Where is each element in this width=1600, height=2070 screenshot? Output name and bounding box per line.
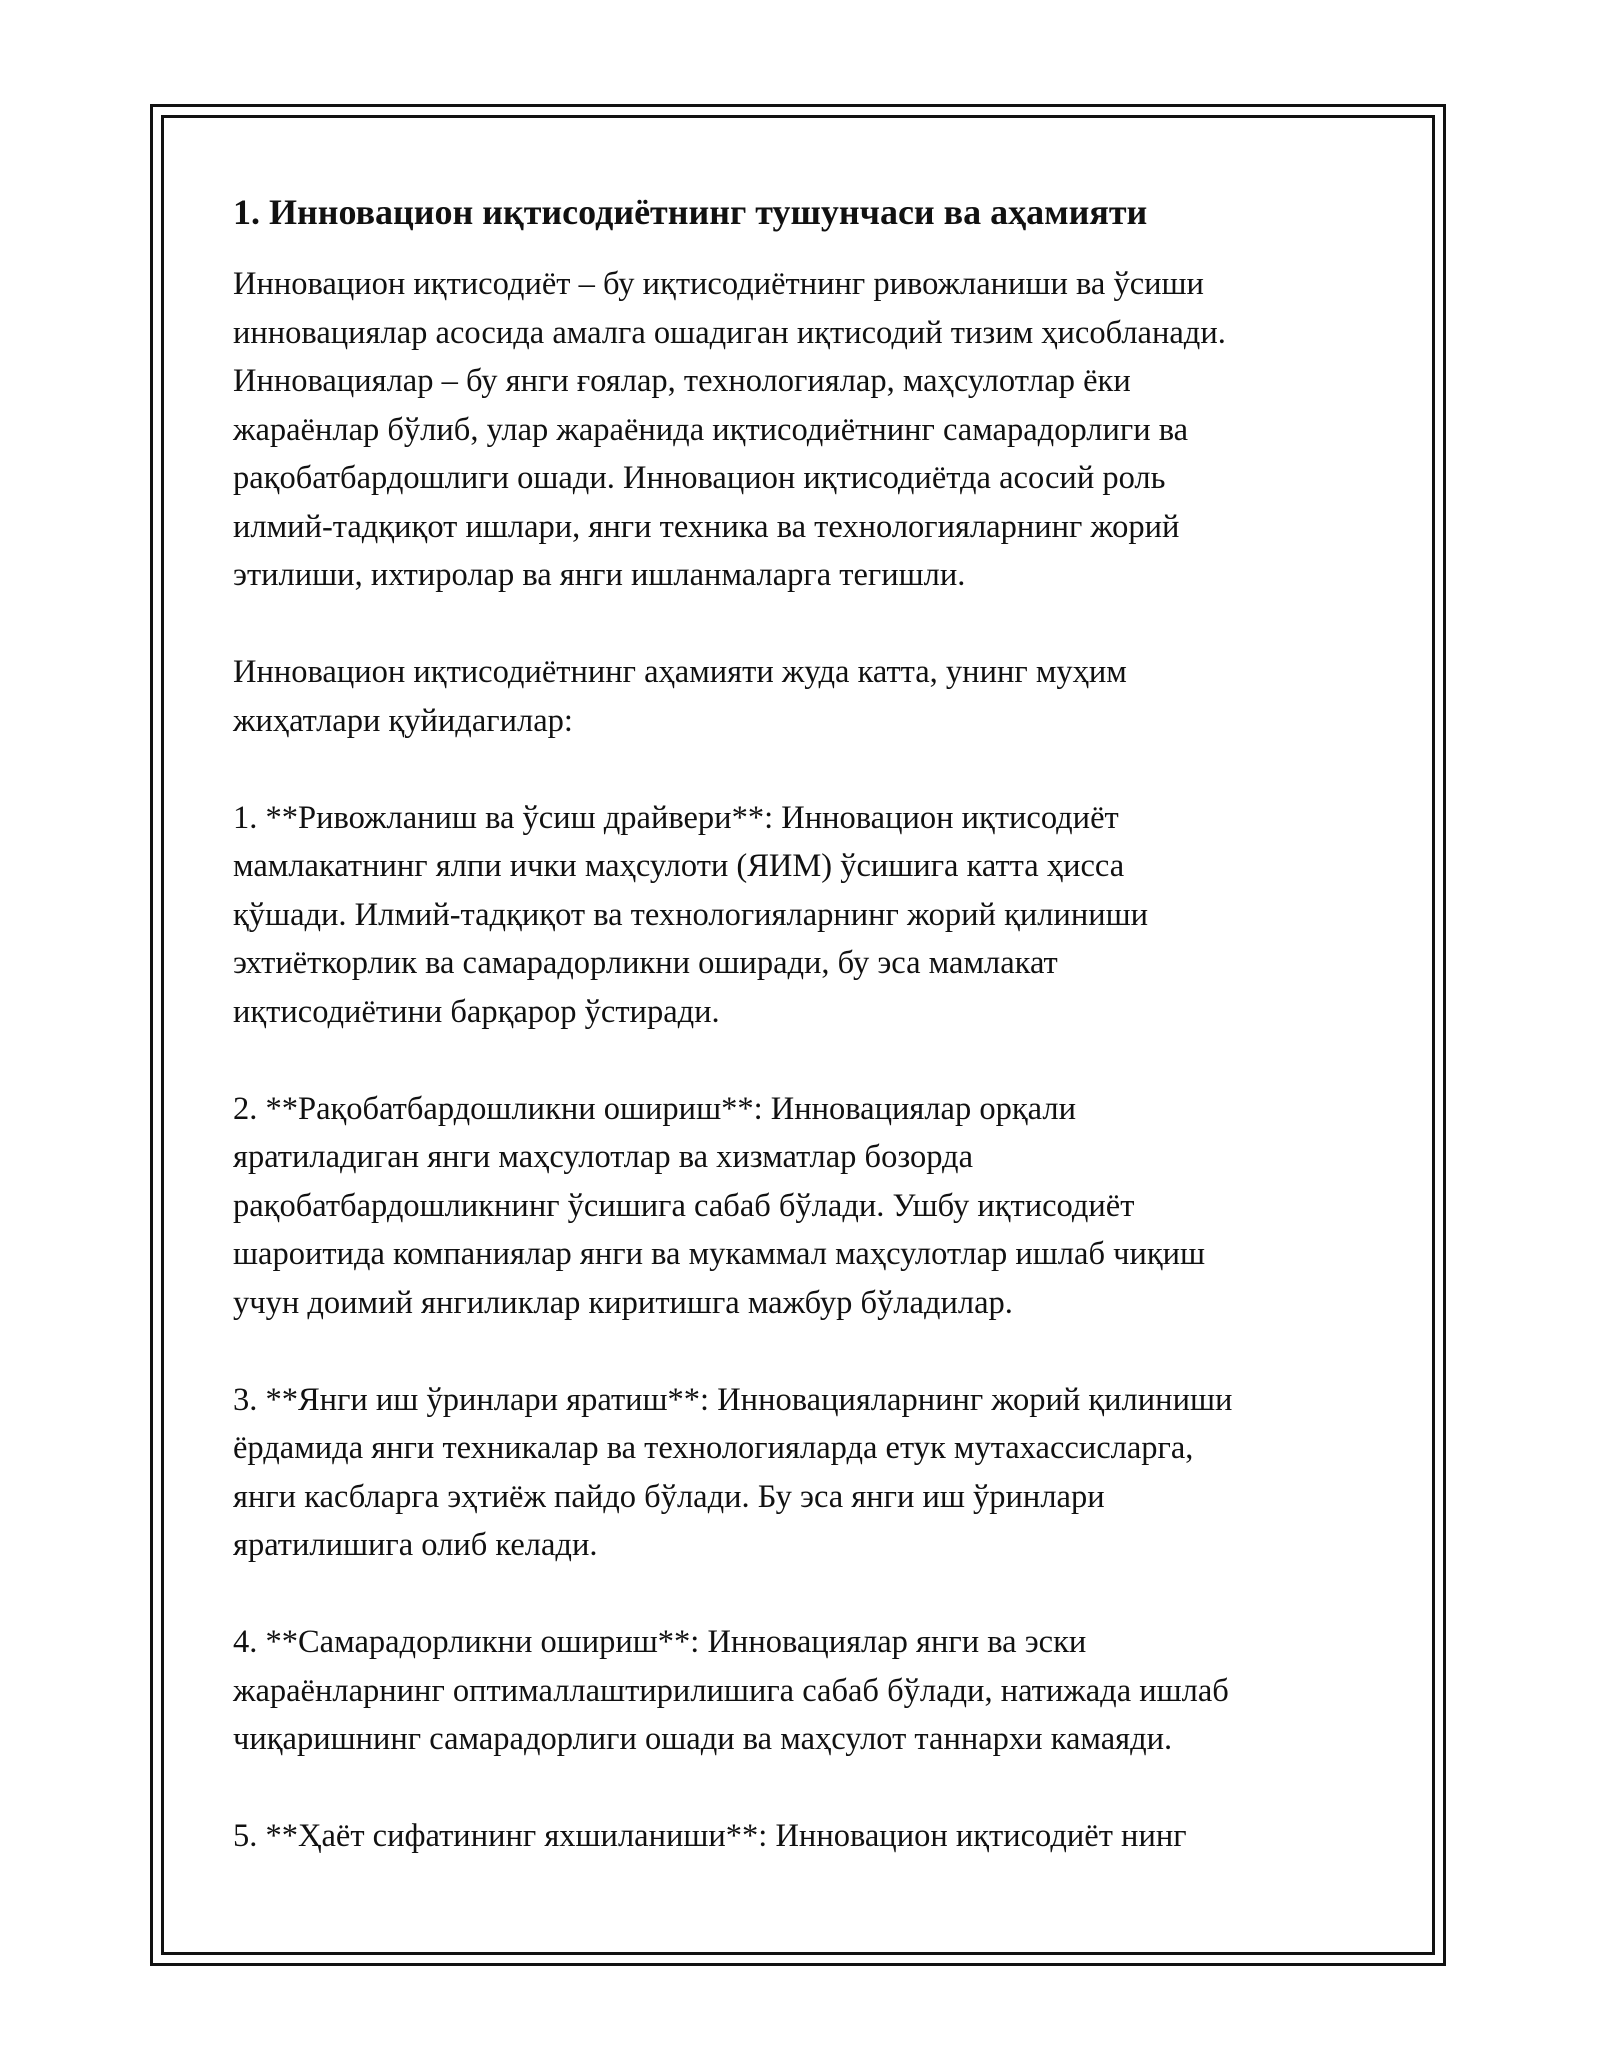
text-line: чиқаришнинг самарадорлиги ошади ва маҳсулот таннархи камаяди. [233, 1721, 1173, 1757]
list-item-1 [233, 794, 1383, 1037]
text-line: 5. **Ҳаёт сифатининг яхшиланиши**: Инновацион иқтисодиёт нинг [233, 1818, 1187, 1854]
text-line: жиҳатлари қуйидагилар: [233, 702, 573, 739]
text-line: 4. **Самарадорликни ошириш**: Инновациялар янги ва эски [233, 1624, 1087, 1660]
list-item-2 [233, 1085, 1383, 1328]
text-line: яратилишига олиб келади. [233, 1527, 598, 1563]
text-line: инновациялар асосида амалга ошадиган иқтисодий тизим ҳисобланади. [233, 314, 1226, 351]
text-line: мамлакатнинг ялпи ички маҳсулоти (ЯИМ) ўсишига катта ҳисса [233, 848, 1125, 884]
text-line: қўшади. Илмий-тадқиқот ва технологияларнинг жорий қилиниши [233, 896, 1149, 933]
text-line: 3. **Янги иш ўринлари яратиш**: Инновацияларнинг жорий қилиниши [233, 1381, 1233, 1418]
text-line: рақобатбардошликнинг ўсишига сабаб бўлади. Ушбу иқтисодиёт [233, 1187, 1135, 1224]
text-line: жараёнлар бўлиб, улар жараёнида иқтисодиётнинг самарадорлиги ва [233, 411, 1189, 448]
text-line: эхтиёткорлик ва самарадорликни оширади, бу эса мамлакат [233, 945, 1058, 981]
text-line: рақобатбардошлиги ошади. Инновацион иқтисодиётда асосий роль [233, 460, 1166, 496]
section-heading: 1. Инновацион иқтисодиётнинг тушунчаси ва аҳамияти [233, 192, 1148, 232]
text-line: ёрдамида янги техникалар ва технологияларда етук мутахассисларга, [233, 1430, 1194, 1466]
text-line: иқтисодиётини барқарор ўстиради. [233, 993, 720, 1030]
list-item-4 [233, 1618, 1383, 1764]
text-line: илмий-тадқиқот ишлари, янги техника ва технологияларнинг жорий [233, 508, 1180, 545]
list-item-3 [233, 1376, 1383, 1570]
paragraph-importance-intro [233, 648, 1383, 745]
paragraph-definition [233, 260, 1383, 600]
text-line: 2. **Рақобатбардошликни ошириш**: Инновациялар орқали [233, 1090, 1076, 1127]
document-content [233, 188, 1383, 1909]
list-item-5 [233, 1812, 1383, 1861]
text-line: этилиши, ихтиролар ва янги ишланмаларга тегишли. [233, 557, 966, 593]
text-line: яратиладиган янги маҳсулотлар ва хизматлар бозорда [233, 1139, 973, 1175]
text-line: жараёнларнинг оптималлаштирилишига сабаб бўлади, натижада ишлаб [233, 1672, 1229, 1709]
text-line: Инновациялар – бу янги ғоялар, технологиялар, маҳсулотлар ёки [233, 363, 1131, 399]
text-line: янги касбларга эҳтиёж пайдо бўлади. Бу эса янги иш ўринлари [233, 1478, 1105, 1515]
text-line: учун доимий янгиликлар киритишга мажбур бўладилар. [233, 1284, 1013, 1321]
text-line: шароитида компаниялар янги ва мукаммал маҳсулотлар ишлаб чиқиш [233, 1236, 1206, 1272]
text-line: Инновацион иқтисодиёт – бу иқтисодиётнинг ривожланиши ва ўсиши [233, 266, 1204, 302]
text-line: Инновацион иқтисодиётнинг аҳамияти жуда катта, унинг муҳим [233, 654, 1127, 690]
text-line: 1. **Ривожланиш ва ўсиш драйвери**: Инновацион иқтисодиёт [233, 799, 1119, 836]
